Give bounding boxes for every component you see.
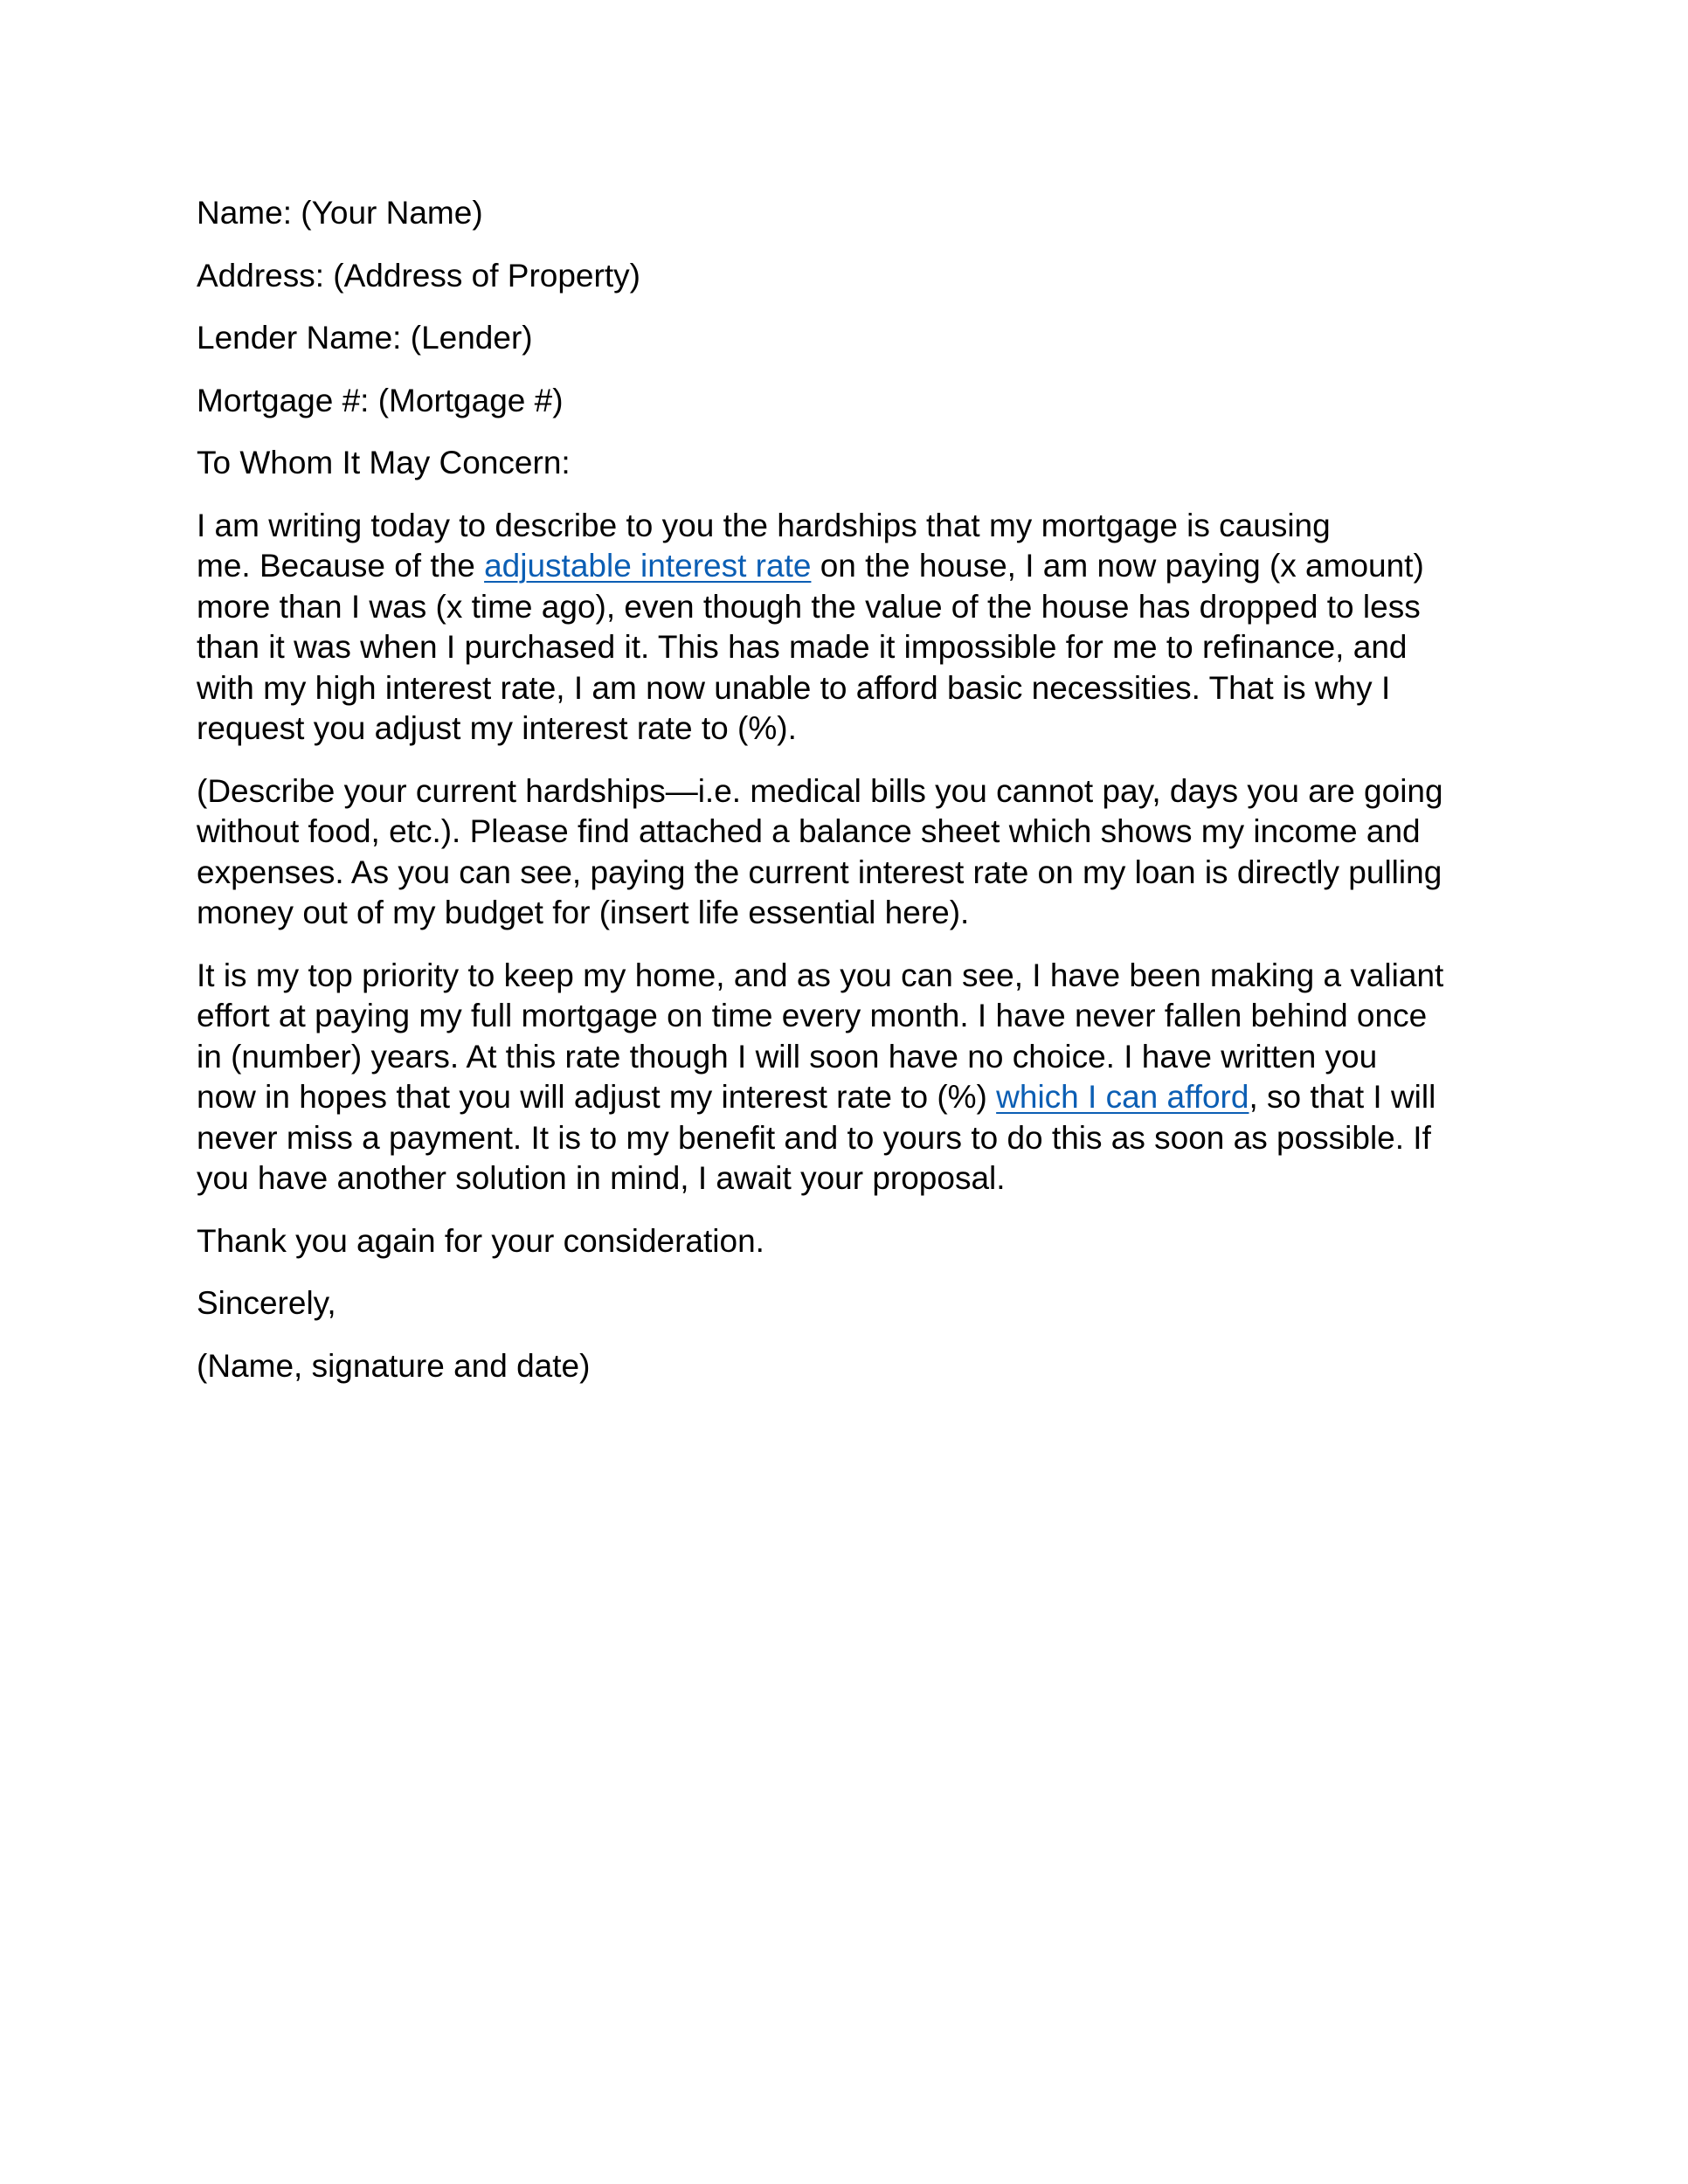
address-line: Address: (Address of Property)	[197, 257, 640, 294]
paragraph-row: request you adjust my interest rate to (%).	[197, 710, 797, 746]
salutation: To Whom It May Concern:	[197, 445, 571, 480]
text-segment: , so that I will	[1249, 1079, 1436, 1115]
mortgage-line: Mortgage #: (Mortgage #)	[197, 382, 564, 418]
paragraph-row: It is my top priority to keep my home, and as you can see, I have been making a valiant	[197, 957, 1444, 993]
paragraph-row: you have another solution in mind, I await your proposal.	[197, 1160, 1006, 1196]
thanks-line: Thank you again for your consideration.	[197, 1222, 764, 1259]
paragraph-hardship-intro	[197, 506, 1507, 750]
paragraph-row: in (number) years. At this rate though I will soon have no choice. I have written you	[197, 1038, 1378, 1075]
paragraph-row: (Describe your current hardships—i.e. medical bills you cannot pay, days you are going	[197, 772, 1443, 809]
which-i-can-afford-link[interactable]: which I can afford	[996, 1079, 1249, 1115]
paragraph-row: money out of my budget for (insert life essential here).	[197, 895, 970, 930]
paragraph-row	[197, 1077, 1507, 1118]
adjustable-interest-rate-link[interactable]: adjustable interest rate	[484, 548, 812, 584]
name-line: Name: (Your Name)	[197, 195, 483, 231]
lender-line: Lender Name: (Lender)	[197, 320, 533, 356]
text-segment: me. Because of the	[197, 548, 485, 584]
letter-body	[197, 193, 1507, 1408]
paragraph-row: I am writing today to describe to you the hardships that my mortgage is causing	[197, 507, 1331, 543]
paragraph-request	[197, 956, 1507, 1199]
closing-line: Sincerely,	[197, 1285, 336, 1321]
paragraph-row: expenses. As you can see, paying the current interest rate on my loan is directly pulling	[197, 854, 1442, 890]
paragraph-row: never miss a payment. It is to my benefit and to yours to do this as soon as possible. If	[197, 1119, 1431, 1156]
paragraph-current-hardships	[197, 771, 1507, 934]
paragraph-row: without food, etc.). Please find attached a balance sheet which shows my income and	[197, 813, 1421, 849]
paragraph-row: more than I was (x time ago), even though the value of the house has dropped to less	[197, 588, 1421, 625]
paragraph-row: than it was when I purchased it. This has made it impossible for me to refinance, and	[197, 629, 1408, 665]
signature-line: (Name, signature and date)	[197, 1347, 591, 1384]
paragraph-row: effort at paying my full mortgage on time every month. I have never fallen behind once	[197, 998, 1428, 1033]
text-segment: now in hopes that you will adjust my interest rate to (%)	[197, 1079, 997, 1115]
text-segment: on the house, I am now paying (x amount)	[811, 548, 1424, 584]
paragraph-row: with my high interest rate, I am now unable to afford basic necessities. That is why I	[197, 669, 1391, 706]
paragraph-row	[197, 546, 1507, 587]
